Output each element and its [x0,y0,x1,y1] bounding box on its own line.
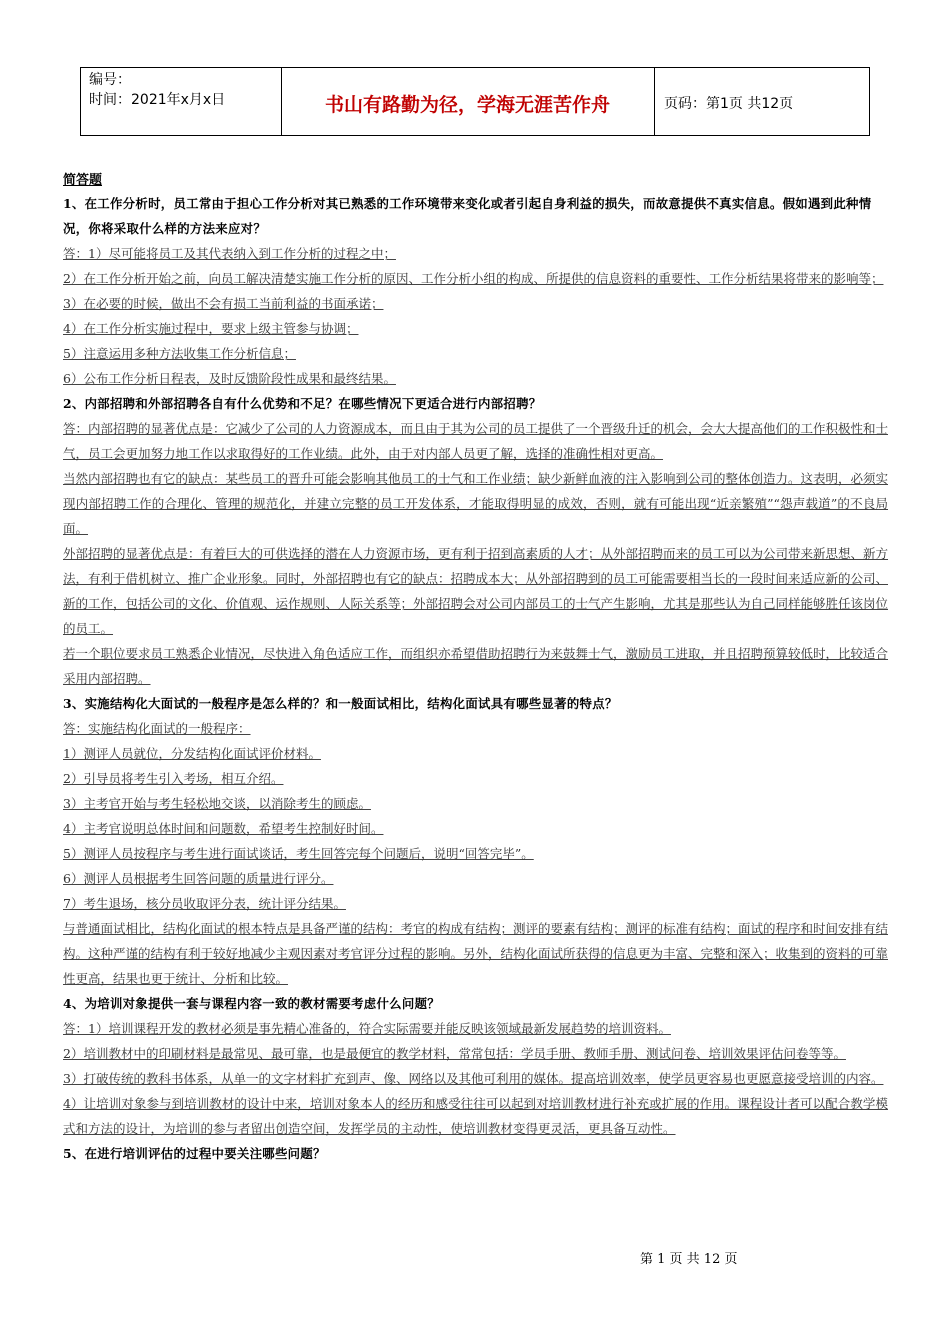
answer-paragraph: 答：内部招聘的显著优点是：它减少了公司的人力资源成本，而且由于其为公司的员工提供了一个晋级升迁的机会，会大大提高他们的工作积极性和士气，员工会更加努力地工作以求取得好的工作业绩。此外，由于对内部人员更了解，选择的准确性相对更高。 [63,421,889,461]
answer-line: 答：实施结构化面试的一般程序： [63,721,251,736]
answer-line: 答：1）培训课程开发的教材必须是事先精心准备的，符合实际需要并能反映该领域最新发展趋势的培训资料。 [63,1021,671,1036]
answer-line: 4）主考官说明总体时间和问题数，希望考生控制好时间。 [63,821,384,836]
question-1: 1、在工作分析时，员工常由于担心工作分析对其已熟悉的工作环境带来变化或者引起自身利益的损失，而故意提供不真实信息。假如遇到此种情况，你将采取什么样的方法来应对？ [63,196,872,236]
document-body [63,170,888,1166]
answer-line: 6）测评人员根据考生回答问题的质量进行评分。 [63,871,334,886]
header-top-rule [80,67,870,68]
answer-line: 7）考生退场，核分员收取评分表，统计评分结果。 [63,896,346,911]
section-title: 简答题 [63,173,103,188]
time-label: 时间：2021年x月x日 [89,92,226,108]
answer-line: 5）注意运用多种方法收集工作分析信息； [63,346,296,361]
answer-line: 3）在必要的时候，做出不会有损工当前利益的书面承诺； [63,296,384,311]
answer-line: 2）引导员将考生引入考场，相互介绍。 [63,771,284,786]
question-2: 2、内部招聘和外部招聘各自有什么优势和不足？在哪些情况下更适合进行内部招聘？ [63,396,542,411]
header-bottom-rule [80,135,870,136]
number-label: 编号： [89,72,131,88]
page-footer: 第 1 页 共 12 页 [640,1252,738,1267]
header-divider-right [869,67,870,136]
answer-paragraph: 3）打破传统的教科书体系，从单一的文字材料扩充到声、像、网络以及其他可利用的媒体。提高培训效率，使学员更容易也更愿意接受培训的内容。 [63,1071,884,1086]
answer-line: 1）测评人员就位，分发结构化面试评价材料。 [63,746,321,761]
header-page-info: 页码：第1页 共12页 [664,96,794,112]
answer-line: 3）主考官开始与考生轻松地交谈，以消除考生的顾虑。 [63,796,371,811]
answer-paragraph: 2）培训教材中的印刷材料是最常见、最可靠，也是最便宜的教学材料，常常包括：学员手册、教师手册、测试问卷、培训效果评估问卷等等。 [63,1046,846,1061]
header-divider [654,67,655,136]
answer-line: 5）测评人员按程序与考生进行面试谈话，考生回答完每个问题后，说明“回答完毕”。 [63,846,534,861]
header-meta [89,70,225,110]
answer-paragraph: 当然内部招聘也有它的缺点：某些员工的晋升可能会影响其他员工的士气和工作业绩；缺少新鲜血液的注入影响到公司的整体创造力。这表明，必须实现内部招聘工作的合理化、管理的规范化，并建立完整的员工开发体系，才能取得明显的成效，否则，就有可能出现“近亲繁殖”“怨声载道”的不良局面。 [63,471,889,536]
question-4: 4、为培训对象提供一套与课程内容一致的教材需要考虑什么问题？ [63,996,440,1011]
question-3: 3、实施结构化大面试的一般程序是怎么样的？和一般面试相比，结构化面试具有哪些显著的特点？ [63,696,618,711]
header-motto: 书山有路勤为径，学海无涯苦作舟 [324,94,610,116]
answer-line: 2）在工作分析开始之前，向员工解决清楚实施工作分析的原因、工作分析小组的构成、所提供的信息资料的重要性、工作分析结果将带来的影响等； [63,271,884,286]
answer-line: 4）在工作分析实施过程中，要求上级主管参与协调； [63,321,359,336]
header-divider-left [80,67,81,136]
answer-paragraph: 外部招聘的显著优点是：有着巨大的可供选择的潜在人力资源市场，更有利于招到高素质的人才；从外部招聘而来的员工可以为公司带来新思想、新方法，有利于借机树立、推广企业形象。同时，外部招聘也有它的缺点：招聘成本大；从外部招聘到的员工可能需要相当长的一段时间来适应新的公司、新的工作，包括公司的文化、价值观、运作规则、人际关系等；外部招聘会对公司内部员工的士气产生影响，尤其是那些认为自己同样能够胜任该岗位的员工。 [63,546,889,636]
answer-line: 答：1）尽可能将员工及其代表纳入到工作分析的过程之中； [63,246,396,261]
question-5: 5、在进行培训评估的过程中要关注哪些问题？ [63,1146,326,1161]
answer-line: 6）公布工作分析日程表，及时反馈阶段性成果和最终结果。 [63,371,396,386]
answer-paragraph: 若一个职位要求员工熟悉企业情况，尽快进入角色适应工作，而组织亦希望借助招聘行为来鼓舞士气，激励员工进取，并且招聘预算较低时，比较适合采用内部招聘。 [63,646,889,686]
answer-paragraph: 与普通面试相比，结构化面试的根本特点是具备严谨的结构：考官的构成有结构；测评的要素有结构；测评的标准有结构；面试的程序和时间安排有结构。这种严谨的结构有利于较好地减少主观因素对考官评分过程的影响。另外，结构化面试所获得的信息更为丰富、完整和深入；收集到的资料的可靠性更高，结果也更于统计、分析和比较。 [63,921,889,986]
answer-paragraph: 4）让培训对象参与到培训教材的设计中来，培训对象本人的经历和感受往往可以起到对培训教材进行补充或扩展的作用。课程设计者可以配合教学模式和方法的设计，为培训的参与者留出创造空间，发挥学员的主动性，使培训教材变得更灵活，更具备互动性。 [63,1096,888,1136]
